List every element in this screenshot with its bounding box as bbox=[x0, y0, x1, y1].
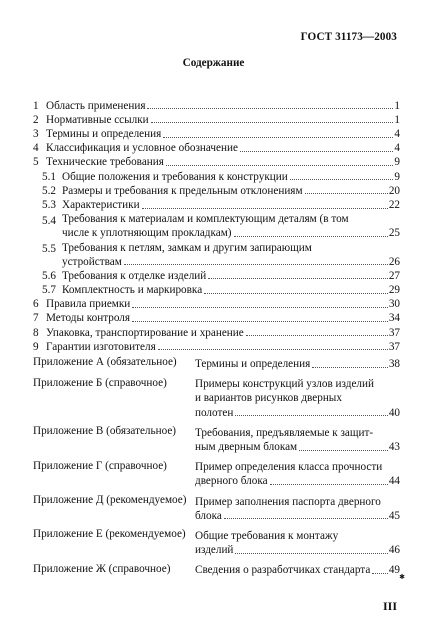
asterisk-mark-icon: ✱ bbox=[399, 573, 405, 581]
page-ref: 44 bbox=[388, 475, 400, 488]
toc-subentry: 5.1 Общие положения и требования к конструкции 9 bbox=[42, 170, 400, 183]
dot-leader bbox=[372, 573, 388, 574]
dot-leader bbox=[142, 208, 388, 209]
toc-subentry: 5.3 Характеристики 22 bbox=[42, 198, 400, 211]
toc-entry: 9 Гарантии изготовителя 37 bbox=[33, 340, 400, 353]
page-ref: 46 bbox=[388, 544, 400, 557]
page-ref: 40 bbox=[388, 406, 400, 419]
page-ref: 30 bbox=[388, 298, 400, 311]
dot-leader bbox=[224, 518, 388, 519]
page-ref: 1 bbox=[394, 113, 400, 126]
dot-leader bbox=[299, 450, 388, 451]
dot-leader bbox=[132, 307, 388, 308]
page-ref: 29 bbox=[388, 284, 400, 297]
page-ref: 26 bbox=[388, 255, 400, 268]
appendix-entry: Приложение Б (справочное) Примеры конструкций узлов изделий и вариантов рисунков дверных полотен 40 bbox=[33, 376, 400, 419]
toc-subentry: 5.4 Требования к материалам и комплектующим деталям (в том числе к уплотняющим прокладкам) 25 bbox=[42, 213, 400, 240]
page-title: Содержание bbox=[182, 57, 245, 69]
page-ref: 22 bbox=[388, 198, 400, 211]
toc-entry: 1 Область применения 1 bbox=[33, 99, 400, 112]
page-ref: 20 bbox=[388, 184, 400, 197]
dot-leader bbox=[235, 415, 388, 416]
toc-subentry: 5.2 Размеры и требования к предельным отклонениям 20 bbox=[42, 184, 400, 197]
dot-leader bbox=[147, 108, 393, 109]
page-ref: 43 bbox=[388, 440, 400, 453]
dot-leader bbox=[312, 367, 388, 368]
toc-entry: 7 Методы контроля 34 bbox=[33, 312, 400, 325]
dot-leader bbox=[124, 264, 388, 265]
dot-leader bbox=[240, 151, 393, 152]
appendix-entry: Приложение Е (рекомендуемое) Общие требования к монтажу изделий 46 bbox=[33, 528, 400, 557]
dot-leader bbox=[158, 349, 388, 350]
dot-leader bbox=[163, 137, 393, 138]
page-ref: 37 bbox=[388, 340, 400, 353]
dot-leader bbox=[151, 122, 394, 123]
dot-leader bbox=[235, 553, 387, 554]
table-of-contents bbox=[33, 98, 400, 577]
page-ref: 1 bbox=[394, 99, 400, 112]
page-ref: 9 bbox=[394, 156, 400, 169]
dot-leader bbox=[204, 293, 388, 294]
toc-subentry: 5.7 Комплектность и маркировка 29 bbox=[42, 284, 400, 297]
appendix-entry: Приложение Д (рекомендуемое) Пример заполнения паспорта дверного блока 45 bbox=[33, 493, 400, 522]
appendix-entry: Приложение Ж (справочное) Сведения о разработчиках стандарта 49 bbox=[33, 562, 400, 577]
dot-leader bbox=[208, 278, 388, 279]
toc-entry: 2 Нормативные ссылки 1 bbox=[33, 113, 400, 126]
dot-leader bbox=[246, 335, 388, 336]
page-ref: 25 bbox=[388, 227, 400, 240]
toc-entry: 4 Классификация и условное обозначение 4 bbox=[33, 142, 400, 155]
page-ref: 27 bbox=[388, 269, 400, 282]
dot-leader bbox=[305, 193, 388, 194]
appendix-entry: Приложение А (обязательное) Термины и определения 38 bbox=[33, 356, 400, 371]
appendix-entry: Приложение Г (справочное) Пример определения класса прочности дверного блока 44 bbox=[33, 459, 400, 488]
toc-entry: 3 Термины и определения 4 bbox=[33, 128, 400, 141]
document-code: ГОСТ 31173—2003 bbox=[300, 31, 397, 43]
page-ref: 49 bbox=[388, 564, 400, 577]
dot-leader bbox=[234, 236, 388, 237]
page-ref: 4 bbox=[394, 142, 400, 155]
dot-leader bbox=[166, 165, 394, 166]
dot-leader bbox=[270, 484, 388, 485]
page-ref: 37 bbox=[388, 326, 400, 339]
page-number: III bbox=[382, 599, 397, 613]
page-ref: 34 bbox=[388, 312, 400, 325]
toc-subentry: 5.5 Требования к петлям, замкам и другим запирающим устройствам 26 bbox=[42, 241, 400, 268]
toc-subentry: 5.6 Требования к отделке изделий 27 bbox=[42, 269, 400, 282]
toc-entry: 8 Упаковка, транспортирование и хранение 37 bbox=[33, 326, 400, 339]
page-ref: 9 bbox=[394, 170, 400, 183]
toc-entry: 5 Технические требования 9 bbox=[33, 156, 400, 169]
page-ref: 38 bbox=[388, 358, 400, 371]
page-ref: 45 bbox=[388, 509, 400, 522]
dot-leader bbox=[132, 321, 388, 322]
appendix-entry: Приложение В (обязательное) Требования, предъявляемые к защит- ным дверным блокам 43 bbox=[33, 425, 400, 453]
dot-leader bbox=[290, 179, 394, 180]
toc-entry: 6 Правила приемки 30 bbox=[33, 298, 400, 311]
page-ref: 4 bbox=[394, 128, 400, 141]
